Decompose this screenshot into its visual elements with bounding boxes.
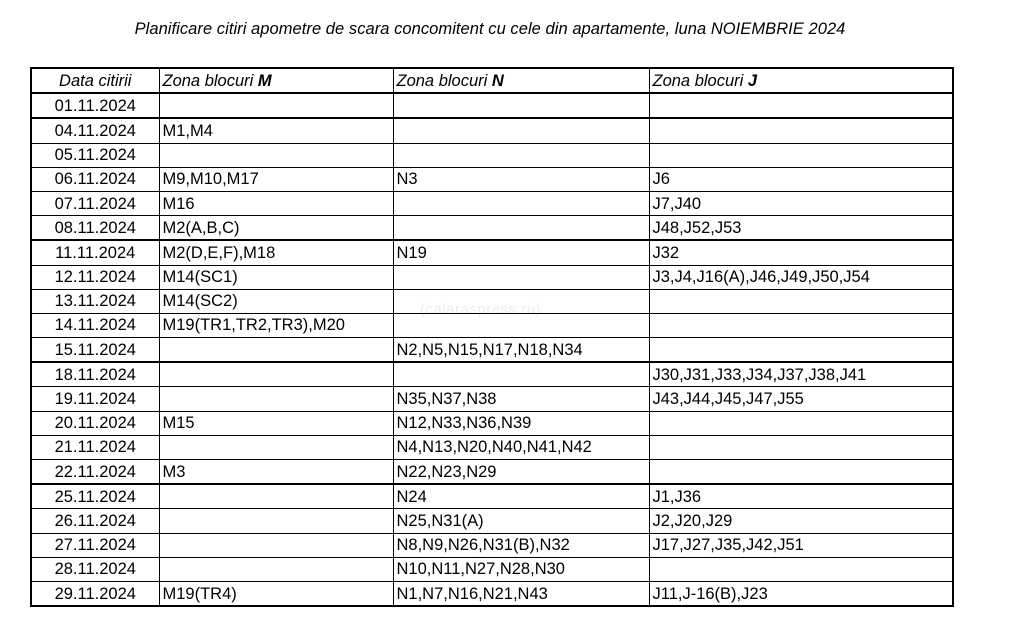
cell-date: 25.11.2024 [31, 484, 159, 509]
cell-zone-n: N4,N13,N20,N40,N41,N42 [393, 435, 649, 459]
cell-date: 29.11.2024 [31, 581, 159, 606]
cell-zone-n [393, 216, 649, 241]
cell-date: 05.11.2024 [31, 143, 159, 167]
cell-zone-n: N22,N23,N29 [393, 460, 649, 485]
cell-zone-n: N8,N9,N26,N31(B),N32 [393, 533, 649, 557]
cell-zone-m [159, 484, 393, 509]
cell-zone-n [393, 362, 649, 387]
cell-date: 20.11.2024 [31, 411, 159, 435]
cell-zone-j: J43,J44,J45,J47,J55 [649, 387, 953, 411]
header-zone-j [649, 68, 953, 93]
cell-zone-j [649, 93, 953, 118]
cell-zone-j [649, 557, 953, 581]
header-zone-m-prefix: Zona blocuri [162, 71, 258, 90]
cell-date: 26.11.2024 [31, 509, 159, 533]
cell-zone-m: M1,M4 [159, 118, 393, 143]
table-row [31, 265, 953, 289]
cell-date: 12.11.2024 [31, 265, 159, 289]
cell-zone-j: J11,J-16(B),J23 [649, 581, 953, 606]
cell-zone-m [159, 435, 393, 459]
table-row [31, 435, 953, 459]
cell-zone-m [159, 557, 393, 581]
cell-zone-j: J17,J27,J35,J42,J51 [649, 533, 953, 557]
header-zone-n [393, 68, 649, 93]
cell-date: 14.11.2024 [31, 313, 159, 337]
table-row [31, 387, 953, 411]
document-title: Planificare citiri apometre de scara concomitent cu cele din apartamente, luna NOIEMBRIE 2024 [134, 20, 846, 38]
cell-zone-m [159, 387, 393, 411]
cell-zone-j: J2,J20,J29 [649, 509, 953, 533]
table-row [31, 93, 953, 118]
cell-zone-m [159, 143, 393, 167]
header-date: Data citirii [31, 68, 159, 93]
table-row [31, 240, 953, 265]
table-row [31, 118, 953, 143]
cell-zone-m: M14(SC2) [159, 289, 393, 313]
cell-date: 15.11.2024 [31, 338, 159, 363]
cell-zone-m: M19(TR1,TR2,TR3),M20 [159, 313, 393, 337]
cell-date: 22.11.2024 [31, 460, 159, 485]
table-row [31, 557, 953, 581]
cell-date: 11.11.2024 [31, 240, 159, 265]
cell-zone-m: M16 [159, 191, 393, 215]
cell-date: 07.11.2024 [31, 191, 159, 215]
header-zone-n-prefix: Zona blocuri [396, 71, 492, 90]
cell-date: 19.11.2024 [31, 387, 159, 411]
cell-zone-j: J30,J31,J33,J34,J37,J38,J41 [649, 362, 953, 387]
header-zone-n-letter: N [491, 71, 504, 90]
cell-date: 27.11.2024 [31, 533, 159, 557]
cell-zone-j [649, 118, 953, 143]
table-row [31, 484, 953, 509]
cell-zone-m: M2(A,B,C) [159, 216, 393, 241]
cell-zone-n [393, 93, 649, 118]
cell-zone-m: M3 [159, 460, 393, 485]
cell-zone-n: N24 [393, 484, 649, 509]
header-zone-j-letter: J [747, 71, 758, 90]
cell-zone-j: J7,J40 [649, 191, 953, 215]
cell-date: 06.11.2024 [31, 167, 159, 191]
cell-zone-m: M9,M10,M17 [159, 167, 393, 191]
cell-zone-n [393, 143, 649, 167]
cell-zone-n: N2,N5,N15,N17,N18,N34 [393, 338, 649, 363]
cell-zone-j [649, 411, 953, 435]
table-row [31, 460, 953, 485]
table-row [31, 533, 953, 557]
watermark-text: (calaraspress.ru) [420, 301, 542, 318]
cell-zone-n: N35,N37,N38 [393, 387, 649, 411]
cell-zone-j [649, 338, 953, 363]
cell-zone-j: J1,J36 [649, 484, 953, 509]
cell-zone-m [159, 533, 393, 557]
table-row [31, 411, 953, 435]
cell-zone-j [649, 435, 953, 459]
cell-zone-j [649, 289, 953, 313]
table-row [31, 362, 953, 387]
cell-zone-j [649, 460, 953, 485]
cell-date: 13.11.2024 [31, 289, 159, 313]
cell-zone-j: J32 [649, 240, 953, 265]
cell-zone-n: N3 [393, 167, 649, 191]
header-zone-m [159, 68, 393, 93]
table-row [31, 191, 953, 215]
table-header-row [31, 68, 953, 93]
cell-zone-j [649, 313, 953, 337]
header-zone-m-letter: M [257, 71, 272, 90]
cell-zone-j: J48,J52,J53 [649, 216, 953, 241]
cell-date: 21.11.2024 [31, 435, 159, 459]
cell-zone-n [393, 118, 649, 143]
cell-zone-m: M14(SC1) [159, 265, 393, 289]
cell-zone-m [159, 509, 393, 533]
cell-zone-n: N10,N11,N27,N28,N30 [393, 557, 649, 581]
cell-zone-m: M2(D,E,F),M18 [159, 240, 393, 265]
table-row [31, 167, 953, 191]
cell-zone-m: M15 [159, 411, 393, 435]
header-zone-j-prefix: Zona blocuri [652, 71, 748, 90]
cell-zone-m [159, 362, 393, 387]
cell-zone-m [159, 93, 393, 118]
cell-zone-m [159, 338, 393, 363]
table-row [31, 216, 953, 241]
cell-zone-j: J6 [649, 167, 953, 191]
table-row [31, 143, 953, 167]
cell-zone-j [649, 143, 953, 167]
table-row [31, 581, 953, 606]
cell-date: 18.11.2024 [31, 362, 159, 387]
cell-zone-n: N19 [393, 240, 649, 265]
cell-date: 28.11.2024 [31, 557, 159, 581]
cell-zone-j: J3,J4,J16(A),J46,J49,J50,J54 [649, 265, 953, 289]
cell-date: 01.11.2024 [31, 93, 159, 118]
cell-date: 08.11.2024 [31, 216, 159, 241]
cell-zone-n: N25,N31(A) [393, 509, 649, 533]
reading-schedule-table [30, 67, 954, 607]
table-row [31, 338, 953, 363]
cell-zone-n: N1,N7,N16,N21,N43 [393, 581, 649, 606]
cell-zone-n: N12,N33,N36,N39 [393, 411, 649, 435]
cell-zone-n [393, 191, 649, 215]
cell-zone-n [393, 265, 649, 289]
cell-zone-m: M19(TR4) [159, 581, 393, 606]
table-row [31, 509, 953, 533]
cell-date: 04.11.2024 [31, 118, 159, 143]
